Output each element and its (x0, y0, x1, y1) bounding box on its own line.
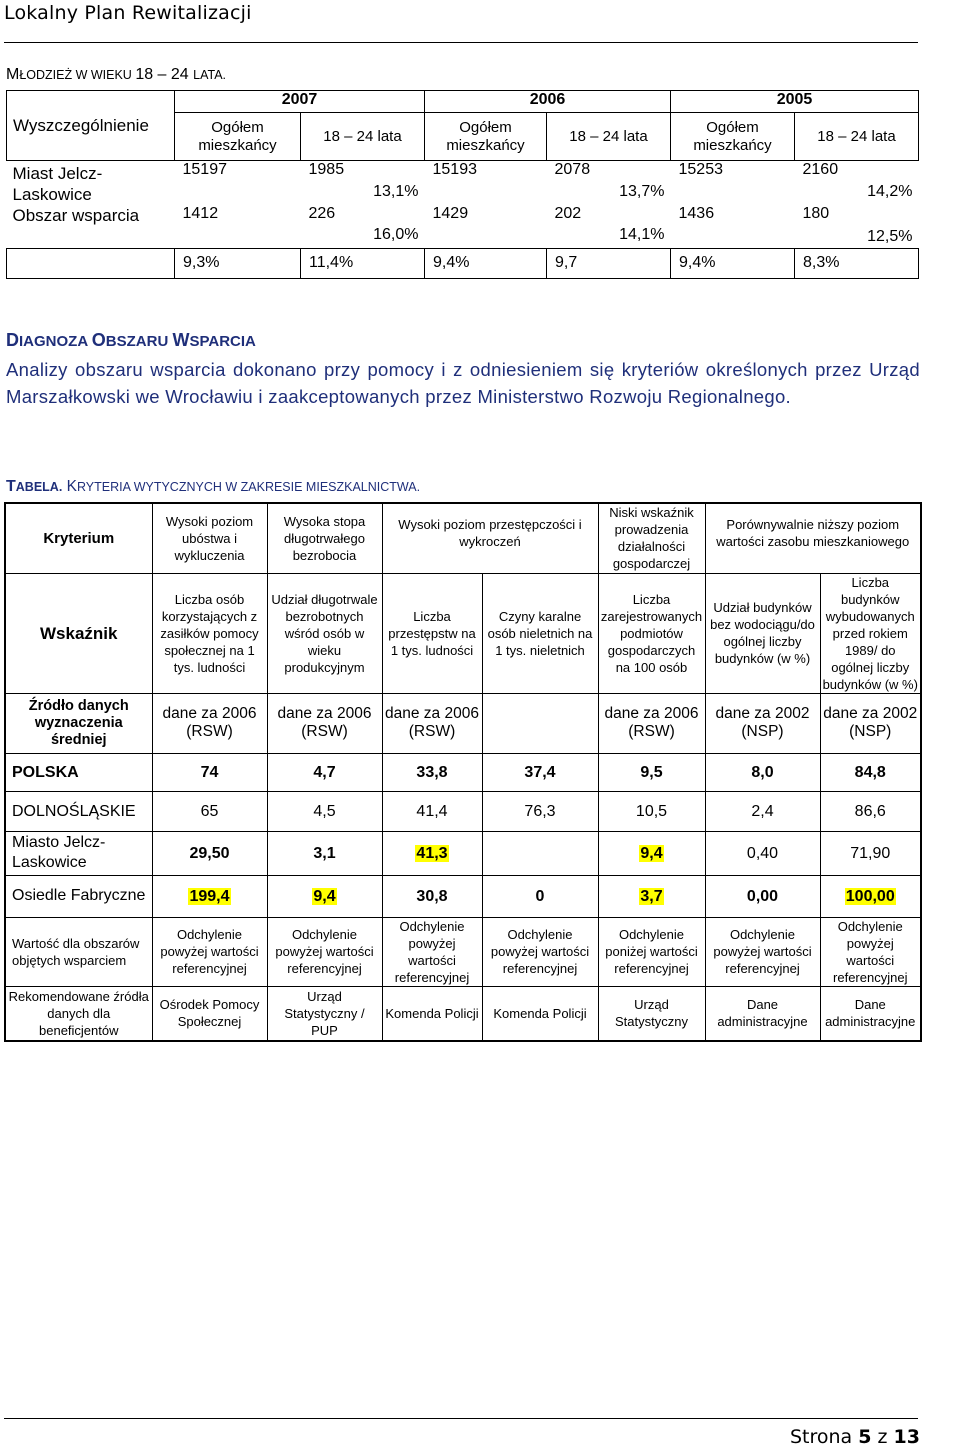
indicator-cell: Udział budynków bez wodociągu/do ogólnej liczby budynków (w %) (705, 573, 820, 693)
polska-value: 37,4 (482, 753, 598, 791)
cell-percent: 13,1% (373, 182, 419, 200)
cell-value: 1985 (308, 161, 345, 178)
deviation-cell: Odchylenie powyżej wartości referencyjnej (152, 917, 267, 986)
indicator-cell: Liczba zarejestrowanych podmiotów gospodarczych na 100 osób (598, 573, 705, 693)
title-part: BSZARU (105, 333, 173, 350)
share-value: 9,3% (175, 248, 301, 278)
osiedle-value-highlighted: 9,4 (313, 887, 336, 905)
footer-divider (4, 1418, 918, 1419)
indicator-cell: Liczba przestępstw na 1 tys. ludności (382, 573, 482, 693)
col-age-header: 18 – 24 lata (547, 113, 671, 161)
document-header-title: Lokalny Plan Rewitalizacji (4, 2, 252, 24)
diagnosis-title (6, 330, 256, 351)
cell-value: 180 (802, 205, 830, 222)
dolnoslaskie-value: 2,4 (705, 791, 820, 831)
col-total-header: Ogółem mieszkańcy (425, 113, 547, 161)
year-header: 2006 (425, 91, 671, 113)
recommended-cell: Dane administracyjne (820, 986, 921, 1041)
polska-value: 33,8 (382, 753, 482, 791)
osiedle-value: 30,8 (382, 875, 482, 917)
deviation-cell: Odchylenie powyżej wartości referencyjnej (382, 917, 482, 986)
page-current: 5 (858, 1426, 872, 1448)
dolnoslaskie-value: 86,6 (820, 791, 921, 831)
page-total: 13 (893, 1426, 920, 1448)
criteria-table (4, 502, 922, 1042)
row-label-obszar: Obszar wsparcia (12, 206, 140, 225)
dolnoslaskie-value: 4,5 (267, 791, 382, 831)
share-row-label (7, 248, 175, 278)
page-label: Strona (789, 1426, 853, 1448)
row-label-source: Źródło danych wyznaczenia średniej (5, 693, 152, 753)
source-cell: dane za 2006 (RSW) (152, 693, 267, 753)
title-part: ŁODZIEŻ W WIEKU (19, 68, 136, 82)
deviation-cell: Odchylenie powyżej wartości referencyjnej (482, 917, 598, 986)
dolnoslaskie-value: 65 (152, 791, 267, 831)
title-part: M (6, 66, 20, 83)
year-header: 2007 (175, 91, 425, 113)
diagnosis-paragraph: Analizy obszaru wsparcia dokonano przy pomocy i z odniesieniem się kryteriów określonych przez Urząd Marszałkowski we Wrocławiu i zaakceptowanych przez Ministerstwo Rozwoju Regionalnego. (6, 359, 920, 407)
share-value: 8,3% (795, 248, 919, 278)
osiedle-value-highlighted: 100,00 (845, 887, 895, 905)
deviation-cell: Odchylenie powyżej wartości referencyjnej (820, 917, 921, 986)
deviation-cell: Odchylenie powyżej wartości referencyjnej (705, 917, 820, 986)
polska-value: 84,8 (820, 753, 921, 791)
title-part: O (91, 330, 106, 350)
caption-part: T (6, 478, 16, 495)
osiedle-value-highlighted: 3,7 (640, 887, 663, 905)
cell-percent: 14,1% (619, 226, 665, 243)
cell-percent: 16,0% (373, 226, 419, 243)
miasto-value: 0,40 (705, 831, 820, 875)
dolnoslaskie-value: 10,5 (598, 791, 705, 831)
row-label-deviation: Wartość dla obszarów objętych wsparciem (5, 917, 152, 986)
youth-table (6, 90, 919, 279)
source-cell: dane za 2006 (RSW) (598, 693, 705, 753)
criterion-cell: Porównywalnie niższy poziom wartości zasobu mieszkaniowego (705, 503, 921, 573)
source-cell: dane za 2002 (NSP) (820, 693, 921, 753)
col-age-header: 18 – 24 lata (301, 113, 425, 161)
recommended-cell: Urząd Statystyczny / PUP (267, 986, 382, 1041)
share-value: 9,7 (547, 248, 671, 278)
polska-value: 9,5 (598, 753, 705, 791)
row-label-polska: POLSKA (5, 753, 152, 791)
polska-value: 74 (152, 753, 267, 791)
row-label-recommended: Rekomendowane źródła danych dla beneficjentów (5, 986, 152, 1041)
share-value: 9,4% (425, 248, 547, 278)
recommended-cell: Komenda Policji (382, 986, 482, 1041)
cell-value: 202 (554, 205, 582, 222)
polska-value: 4,7 (267, 753, 382, 791)
title-part: SPARCIA (189, 333, 256, 350)
dolnoslaskie-value: 76,3 (482, 791, 598, 831)
title-part: 18 – 24 (135, 66, 194, 83)
row-label-criterion: Kryterium (5, 503, 152, 573)
col-total-header: Ogółem mieszkańcy (671, 113, 795, 161)
source-cell (482, 693, 598, 753)
cell-value: 2078 (554, 161, 591, 178)
title-part: D (6, 330, 19, 350)
col-total-header: Ogółem mieszkańcy (175, 113, 301, 161)
criterion-cell: Wysoka stopa długotrwałego bezrobocia (267, 503, 382, 573)
recommended-cell: Dane administracyjne (705, 986, 820, 1041)
source-cell: dane za 2006 (RSW) (382, 693, 482, 753)
miasto-value-highlighted: 9,4 (640, 844, 663, 862)
criterion-cell: Wysoki poziom ubóstwa i wykluczenia (152, 503, 267, 573)
cell-percent: 13,7% (619, 182, 665, 200)
row-label-osiedle: Osiedle Fabryczne (5, 875, 152, 917)
cell-value: 15197 (182, 161, 227, 178)
year-header: 2005 (671, 91, 919, 113)
miasto-value: 71,90 (820, 831, 921, 875)
cell-value: 1412 (182, 205, 219, 222)
caption-part: ABELA. (15, 480, 63, 494)
page-of-label: z (877, 1426, 888, 1448)
cell-value: 226 (308, 205, 336, 222)
page-number (790, 1426, 920, 1448)
title-part: W (172, 330, 190, 350)
share-value: 11,4% (301, 248, 425, 278)
recommended-cell: Komenda Policji (482, 986, 598, 1041)
share-value: 9,4% (671, 248, 795, 278)
header-divider (4, 42, 918, 43)
cell-percent: 14,2% (867, 182, 913, 200)
row-label-miasto: Miast Jelcz-Laskowice (12, 164, 103, 204)
polska-value: 8,0 (705, 753, 820, 791)
section-title-youth (6, 66, 226, 84)
recommended-cell: Ośrodek Pomocy Społecznej (152, 986, 267, 1041)
row-label-indicator: Wskaźnik (5, 573, 152, 693)
indicator-cell: Liczba osób korzystających z zasiłków pomocy społecznej na 1 tys. ludności (152, 573, 267, 693)
dolnoslaskie-value: 41,4 (382, 791, 482, 831)
indicator-cell: Udział długotrwale bezrobotnych wśród osób w wieku produkcyjnym (267, 573, 382, 693)
cell-value: 1436 (678, 205, 715, 222)
osiedle-value: 0 (482, 875, 598, 917)
miasto-value: 29,50 (152, 831, 267, 875)
miasto-value: 3,1 (267, 831, 382, 875)
osiedle-value: 0,00 (705, 875, 820, 917)
table-caption (6, 478, 420, 496)
miasto-value-highlighted: 41,3 (416, 844, 448, 862)
indicator-cell: Liczba budynków wybudowanych przed rokiem 1989/ do ogólnej liczby budynków (w %) (820, 573, 921, 693)
col-age-header: 18 – 24 lata (795, 113, 919, 161)
cell-value: 15193 (432, 161, 477, 178)
cell-value: 1429 (432, 205, 469, 222)
deviation-cell: Odchylenie powyżej wartości referencyjnej (267, 917, 382, 986)
criterion-cell: Wysoki poziom przestępczości i wykroczeń (382, 503, 598, 573)
indicator-cell: Czyny karalne osób nieletnich na 1 tys. nieletnich (482, 573, 598, 693)
row-label-miasto: Miasto Jelcz-Laskowice (5, 831, 152, 875)
criterion-cell: Niski wskaźnik prowadzenia działalności gospodarczej (598, 503, 705, 573)
caption-part: RYTERIA WYTYCZNYCH W ZAKRESIE MIESZKALNICTWA. (76, 480, 421, 494)
cell-percent: 12,5% (867, 227, 913, 245)
cell-value: 2160 (802, 161, 839, 178)
miasto-value (482, 831, 598, 875)
osiedle-value-highlighted: 199,4 (189, 887, 230, 905)
title-part: LATA. (193, 68, 227, 82)
recommended-cell: Urząd Statystyczny (598, 986, 705, 1041)
deviation-cell: Odchylenie poniżej wartości referencyjnej (598, 917, 705, 986)
source-cell: dane za 2006 (RSW) (267, 693, 382, 753)
source-cell: dane za 2002 (NSP) (705, 693, 820, 753)
row-label-dolnoslaskie: DOLNOŚLĄSKIE (5, 791, 152, 831)
title-part: IAGNOZA (19, 333, 92, 350)
caption-part: K (62, 478, 77, 495)
row-header-label: Wyszczególnienie (7, 91, 175, 161)
cell-value: 15253 (678, 161, 723, 178)
